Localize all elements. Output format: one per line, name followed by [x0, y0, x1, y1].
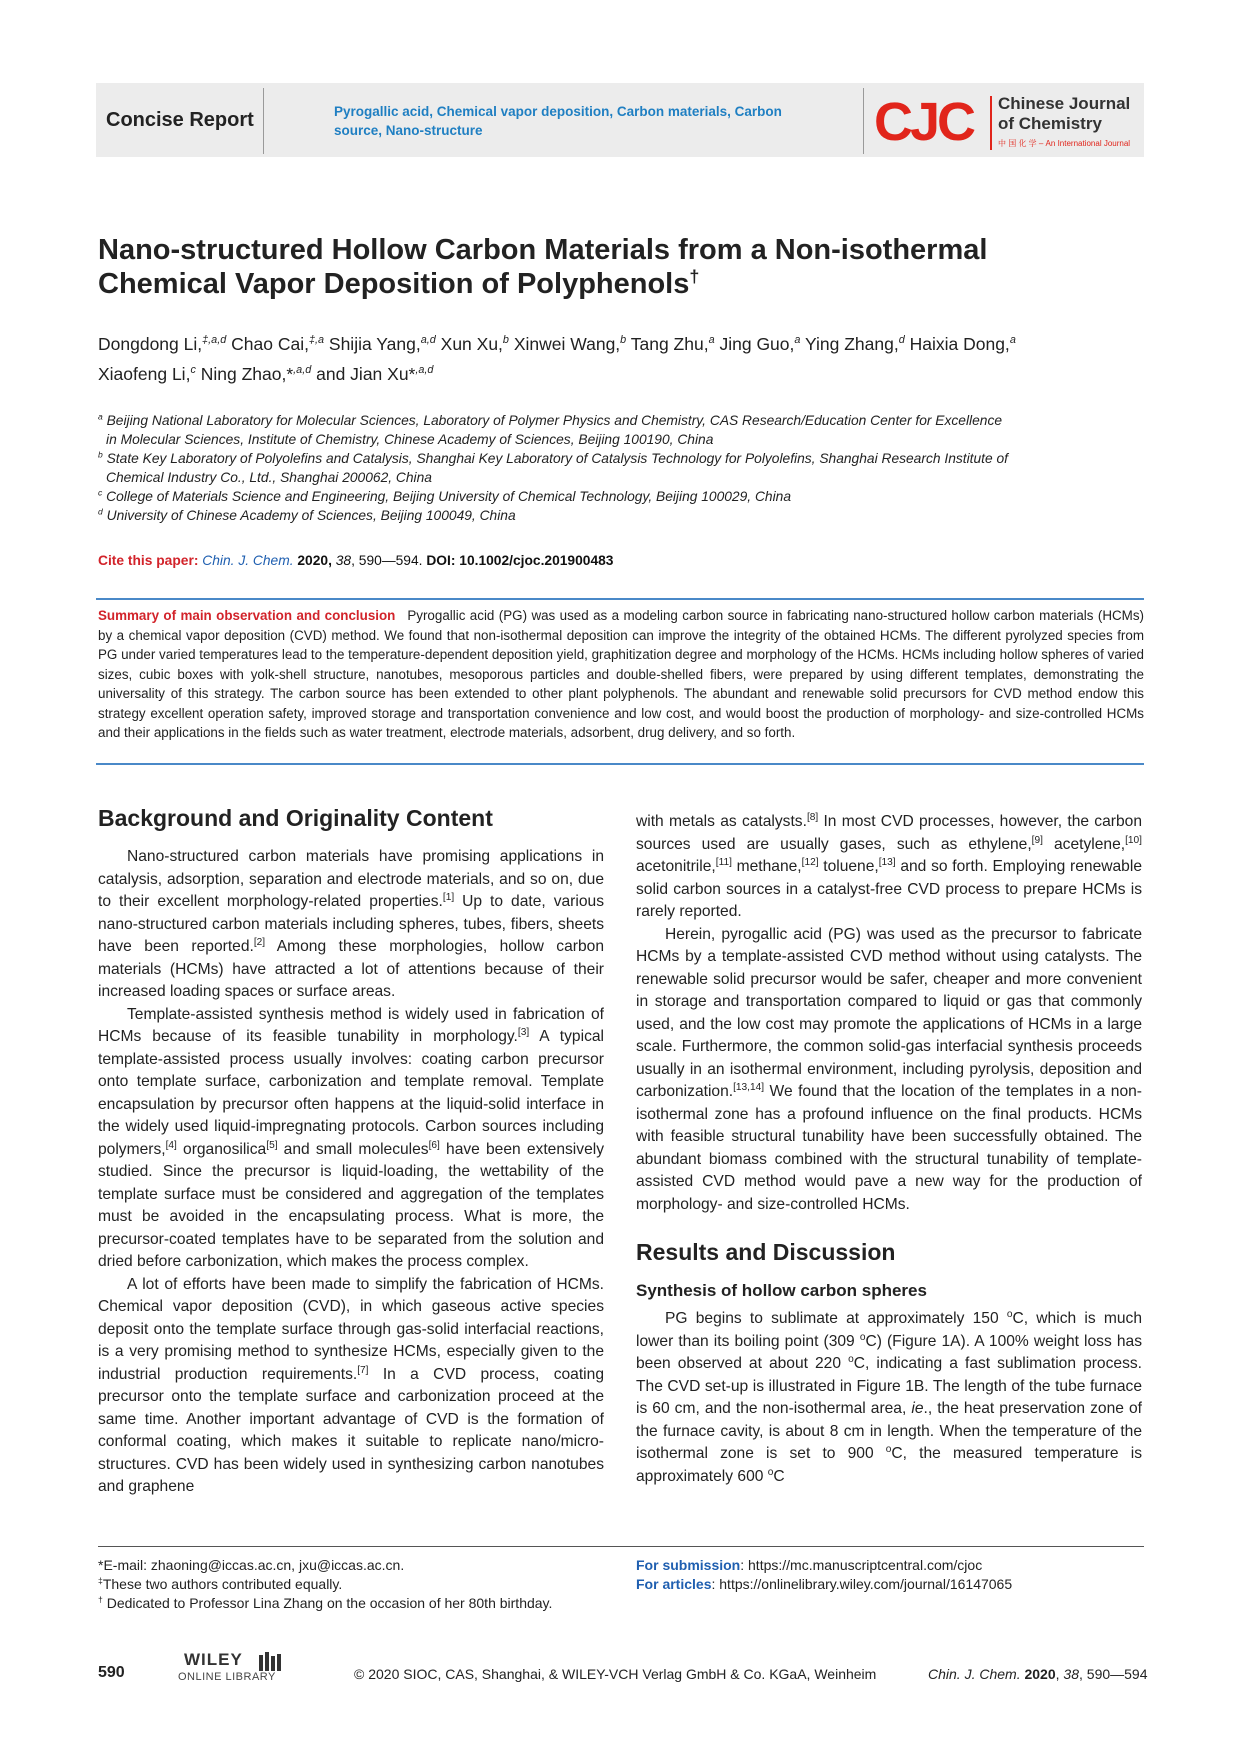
title-line1: Nano-structured Hollow Carbon Materials from a Non-isothermal — [98, 234, 988, 266]
cite-volume: 38 — [335, 553, 352, 568]
footnote-rule — [98, 1546, 1144, 1547]
affiliation-c: $^c$ College of Materials Science and Engineering, Beijing University of Chemical Technology, Beijing 100029, China — [98, 487, 791, 504]
section-heading: Background and Originality Content — [98, 805, 493, 831]
cite-journal-link[interactable]: Chin. J. Chem. — [202, 553, 294, 568]
affiliation-b-cont: Chemical Industry Co., Ltd., Shanghai 200062, China — [106, 470, 432, 485]
header-divider — [863, 88, 864, 154]
ref-link[interactable]: [11] — [715, 856, 732, 868]
cite-doi[interactable]: DOI: 10.1002/cjoc.201900483 — [426, 553, 614, 568]
keywords: Pyrogallic acid, Chemical vapor deposition, Carbon materials, Carbon source, Nano-structure — [334, 104, 782, 138]
ref-link[interactable]: [8] — [806, 811, 819, 823]
journal-tagline: 中 国 化 学 – An International Journal — [998, 139, 1131, 148]
paper-title — [98, 233, 1148, 301]
wiley-logo — [178, 1650, 290, 1688]
ref-link[interactable]: [13] — [878, 856, 896, 868]
logo-mark: CJC — [874, 92, 974, 152]
footnotes-left — [98, 1556, 618, 1613]
affiliation-a-cont: in Molecular Sciences, Institute of Chemistry, Chinese Academy of Sciences, Beijing 100190, China — [106, 432, 714, 447]
author: Xinwei Wang,$^b$ — [513, 334, 627, 354]
journal-logo — [874, 92, 1136, 152]
paragraph: Nano-structured carbon materials have promising applications in catalysis, adsorption, separation and electrode materials, and so on, due to their excellent morphology-related properties.[1] Up to date, various nano-structured carbon materials including spheres, tubes, fibers, sheets have been reported.[2] Among these morphologies, hollow carbon materials (HCMs) have attracted a lot of attentions because of their increased loading spaces or surface areas. — [98, 848, 604, 1000]
summary-label: Summary of main observation and conclusion — [98, 608, 396, 623]
title-dagger: † — [689, 266, 700, 287]
author: Dongdong Li,$^{\ddagger,a,d}$ — [98, 334, 227, 354]
footnote-dedication: † Dedicated to Professor Lina Zhang on the occasion of her 80th birthday. — [98, 1594, 553, 1611]
title-line2: Chemical Vapor Deposition of Polyphenols — [98, 268, 690, 300]
ref-link[interactable]: [4] — [165, 1139, 177, 1151]
summary-text: Pyrogallic acid (PG) was used as a modeling carbon source in fabricating nano-structured hollow carbon materials (HCMs) by a chemical vapor deposition (CVD) method. We found that non-isothermal deposition can improve the integrity of the obtained HCMs. The different pyrolyzed species from PG under varied temperatures lead to the temperature-dependent deposition yield, graphitization degree and morphology of the HCMs. HCMs including hollow spheres of varied sizes, cubic boxes with yolk-shell structure, nanotubes, mesoporous particles and double-shelled fibers, were prepared by using different templates, demonstrating the universality of this strategy. The carbon source has been extended to other plant polyphenols. The abundant and renewable solid precursors for CVD method endow this strategy excellent operation safety, improved storage and transportation convenience and low cost, and would boost the production of morphology- and size-controlled HCMs and their applications in the fields such as water treatment, electrode materials, adsorbent, drug delivery, and so forth. — [98, 608, 1144, 740]
author: Ying Zhang,$^d$ — [804, 334, 905, 354]
ref-link[interactable]: [6] — [428, 1139, 440, 1151]
ref-link[interactable]: [10] — [1125, 834, 1142, 846]
ref-link[interactable]: [1] — [442, 891, 455, 903]
paragraph: Herein, pyrogallic acid (PG) was used as the precursor to fabricate HCMs by a template-assisted CVD method without using catalysts. The renewable solid precursor would be safer, cheaper and more convenient in storage and transportation compared to liquid or gas that commonly used, and the low cost may promote the applications of HCMs in a large scale. Furthermore, the common solid-gas interfacial synthesis proceeds usually in an isothermal environment, including pyrolysis, deposition and carbonization.[13,14] We found that the location of the templates in a non-isothermal zone has a profound influence on the final products. HCMs with feasible structural tunability have been successfully obtained. The abundant biomass combined with the structural tunability of template-assisted CVD method would pave a new way for the production of morphology- and size-controlled HCMs. — [636, 925, 1142, 1213]
citation-line: Cite this paper: Chin. J. Chem. 2020, 38, 590—594. DOI: 10.1002/cjoc.201900483 — [98, 553, 614, 568]
ref-link[interactable]: [9] — [1031, 834, 1043, 846]
author: Chao Cai,$^{\ddagger,a}$ — [231, 334, 325, 354]
author: and Jian Xu*$^{,a,d}$ — [316, 364, 434, 384]
right-column — [636, 811, 1142, 1488]
submission-link[interactable]: For submission: https://mc.manuscriptcentral.com/cjoc — [636, 1557, 983, 1573]
journal-reference: Chin. J. Chem. 2020, 38, 590—594 — [928, 1666, 1148, 1682]
articles-link[interactable]: For articles: https://onlinelibrary.wiley.com/journal/16147065 — [636, 1576, 1013, 1592]
ref-link[interactable]: [2] — [253, 936, 266, 948]
ref-link[interactable]: [13,14] — [733, 1081, 765, 1093]
page-number: 590 — [98, 1664, 125, 1681]
ref-link[interactable]: [3] — [517, 1026, 530, 1038]
ref-link[interactable]: [7] — [357, 1364, 369, 1376]
summary-rule-top — [96, 598, 1144, 600]
cite-label: Cite this paper: — [98, 553, 199, 568]
summary-block — [98, 606, 1144, 743]
paragraph: A lot of efforts have been made to simplify the fabrication of HCMs. Chemical vapor deposition (CVD), in which gaseous active species deposit onto the template surface through gas-solid interfacial reactions, is a very promising method to synthesize HCMs, especially given to the industrial production requirements.[7] In a CVD process, coating precursor onto the template surface and carbonization proceed at the same time. Another important advantage of CVD is the formation of conformal coating, which makes it suitable to replicate nano/micro-structures. CVD has been widely used in synthesizing carbon nanotubes and graphene — [98, 1275, 604, 1495]
author: Haixia Dong,$^a$ — [909, 334, 1016, 354]
journal-name-line2: of Chemistry — [998, 114, 1102, 133]
cite-pages: 590—594. — [358, 553, 423, 568]
author: Xiaofeng Li,$^c$ — [98, 364, 196, 384]
online-library-text: ONLINE LIBRARY — [178, 1671, 276, 1683]
article-type: Concise Report — [106, 109, 254, 131]
ref-link[interactable]: [12] — [801, 856, 819, 868]
ref-link[interactable]: [5] — [266, 1139, 278, 1151]
wiley-wordmark: WILEY — [184, 1650, 243, 1669]
paragraph: PG begins to sublimate at approximately 150 $^o$C, which is much lower than its boiling point (309 $^o$C) (Figure 1A). A 100% weight loss has been observed at about 220 $^o$C, indicating a fast sublimation process. The CVD set-up is illustrated in Figure 1B. The length of the tube furnace is 60 cm, and the non-isothermal area, ie., the heat preservation zone of the furnace cavity, is about 8 cm in length. When the temperature of the isothermal zone is set to 900 $^o$C, the measured temperature is approximately 600 $^o$C — [636, 1308, 1143, 1485]
paragraph: with metals as catalysts.[8] In most CVD processes, however, the carbon sources used are usually gases, such as ethylene,[9] acetylene,[10] acetonitrile,[11] methane,[12] toluene,[13] and so forth. Employing renewable solid carbon sources in a catalyst-free CVD process to prepare HCMs is rarely reported. — [636, 811, 1142, 920]
paragraph: Template-assisted synthesis method is widely used in fabrication of HCMs because of its feasible tunability in morphology.[3] A typical template-assisted process usually involves: coating carbon precursor onto template surface, carbonization and template removal. Template encapsulation by precursor often happens at the liquid-solid interface in the widely used liquid-impregnating protocols. Carbon sources including polymers,[4] organosilica[5] and small molecules[6] have been extensively studied. Since the precursor is liquid-loading, the wettability of the template surface must be considered and aggregation of the templates must be avoided in the encapsulating process. What is more, the precursor-coated templates have to be separated from the solution and dried before carbonization, which makes the process complex. — [98, 1005, 604, 1270]
copyright: © 2020 SIOC, CAS, Shanghai, & WILEY-VCH Verlag GmbH & Co. KGaA, Weinheim — [354, 1666, 877, 1682]
cite-year: 2020 — [297, 553, 329, 568]
section-heading: Results and Discussion — [636, 1239, 896, 1265]
author: Xun Xu,$^b$ — [440, 334, 509, 354]
affiliation-b: $^b$ State Key Laboratory of Polyolefins and Catalysis, Shanghai Key Laboratory of Catalysis Technology for Polyolefins, Shanghai Research Institute of — [98, 449, 1009, 466]
author: Ning Zhao,*$^{,a,d}$ — [200, 364, 312, 384]
left-column — [98, 804, 604, 1499]
logo-divider — [990, 96, 992, 150]
header-divider — [263, 88, 264, 154]
summary-rule-bottom — [96, 763, 1144, 765]
author: Shijia Yang,$^{a,d}$ — [328, 334, 436, 354]
author-list — [98, 329, 1148, 389]
subsection-heading: Synthesis of hollow carbon spheres — [636, 1281, 927, 1300]
footnote-equal: ‡These two authors contributed equally. — [98, 1575, 343, 1592]
affiliation-a: $^a$ Beijing National Laboratory for Molecular Sciences, Laboratory of Polymer Physics and Chemistry, CAS Research/Education Center for Excellence — [98, 411, 1003, 428]
journal-name-line1: Chinese Journal — [998, 94, 1131, 113]
affiliations — [98, 411, 1158, 525]
books-icon — [258, 1652, 282, 1672]
footnote-email: *E-mail: zhaoning@iccas.ac.cn, jxu@iccas.ac.cn. — [98, 1557, 405, 1573]
journal-name — [998, 94, 1130, 134]
author: Jing Guo,$^a$ — [719, 334, 801, 354]
affiliation-d: $^d$ University of Chinese Academy of Sciences, Beijing 100049, China — [98, 506, 516, 523]
footnotes-right — [636, 1556, 1156, 1594]
author: Tang Zhu,$^a$ — [630, 334, 715, 354]
